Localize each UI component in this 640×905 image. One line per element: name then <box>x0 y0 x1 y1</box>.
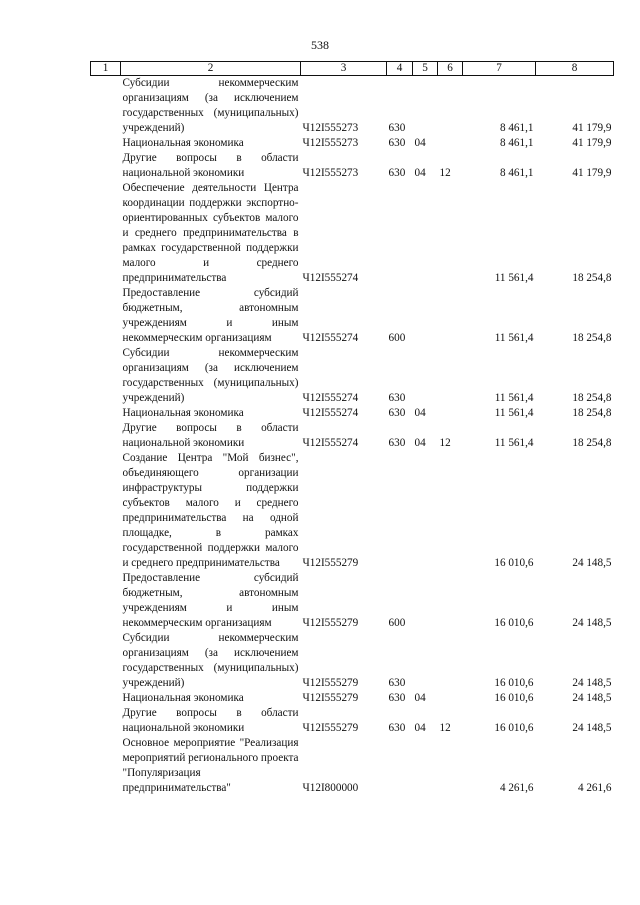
expense-type-code: 630 <box>388 407 406 419</box>
column-header: 1 <box>91 62 121 76</box>
amount-col7: 16 010,6 <box>494 692 534 704</box>
subsection-code <box>438 631 463 691</box>
table-row <box>91 571 614 631</box>
amount-col8: 41 179,9 <box>572 122 612 134</box>
row-description: Другие вопросы в области национальной экономики <box>122 152 299 179</box>
table-row <box>91 736 614 796</box>
target-article-code: Ч12I555273 <box>302 122 359 134</box>
blank-cell <box>91 736 121 796</box>
expense-type-code: 630 <box>388 677 406 689</box>
amount-col8: 24 148,5 <box>572 617 612 629</box>
section-code <box>413 286 438 346</box>
row-description: Обеспечение деятельности Центра координации поддержки экспортно-ориентированных субъектов малого и среднего предпринимательства в рамках государственной поддержки малого и среднего предпринимательства <box>122 182 299 284</box>
subsection-code <box>438 76 463 137</box>
expense-type-code: 600 <box>388 617 406 629</box>
column-header: 3 <box>301 62 387 76</box>
amount-col8: 24 148,5 <box>572 557 612 569</box>
blank-cell <box>91 451 121 571</box>
amount-col7: 16 010,6 <box>494 677 534 689</box>
subsection-code: 12 <box>439 167 451 179</box>
row-description: Другие вопросы в области национальной экономики <box>122 707 299 734</box>
row-description: Национальная экономика <box>122 137 244 149</box>
table-row <box>91 631 614 691</box>
amount-col7: 4 261,6 <box>499 782 534 794</box>
subsection-code <box>438 451 463 571</box>
row-description: Субсидии некоммерческим организациям (за исключением государственных (муниципальных) учреждений) <box>122 632 299 689</box>
blank-cell <box>91 181 121 286</box>
table-row <box>91 136 614 151</box>
blank-cell <box>91 151 121 181</box>
target-article-code: Ч12I555274 <box>302 332 359 344</box>
column-header: 6 <box>438 62 463 76</box>
subsection-code <box>438 346 463 406</box>
amount-col7: 8 461,1 <box>499 122 534 134</box>
expense-type-code: 630 <box>388 437 406 449</box>
amount-col8: 4 261,6 <box>577 782 612 794</box>
target-article-code: Ч12I555273 <box>302 137 359 149</box>
amount-col8: 18 254,8 <box>572 272 612 284</box>
row-description: Создание Центра "Мой бизнес", объединяющего организации инфраструктуры поддержки субъектов малого и среднего предпринимательства на одной площадке, в рамках государственной поддержки малого и среднего предпринимательства <box>122 452 299 569</box>
section-code: 04 <box>414 137 426 149</box>
amount-col8: 41 179,9 <box>572 137 612 149</box>
table-row <box>91 181 614 286</box>
expense-type-code: 630 <box>388 167 406 179</box>
subsection-code <box>438 286 463 346</box>
expense-type-code: 630 <box>388 122 406 134</box>
target-article-code: Ч12I555273 <box>302 167 359 179</box>
amount-col7: 16 010,6 <box>494 722 534 734</box>
table-row <box>91 346 614 406</box>
table-row <box>91 286 614 346</box>
blank-cell <box>91 421 121 451</box>
target-article-code: Ч12I800000 <box>302 782 359 794</box>
target-article-code: Ч12I555279 <box>302 677 359 689</box>
amount-col8: 18 254,8 <box>572 407 612 419</box>
target-article-code: Ч12I555274 <box>302 437 359 449</box>
row-description: Другие вопросы в области национальной экономики <box>122 422 299 449</box>
table-row <box>91 151 614 181</box>
subsection-code <box>438 136 463 151</box>
table-row <box>91 421 614 451</box>
subsection-code <box>438 181 463 286</box>
section-code <box>413 76 438 137</box>
section-code: 04 <box>414 167 426 179</box>
table-header-row <box>91 62 614 76</box>
blank-cell <box>91 706 121 736</box>
amount-col8: 18 254,8 <box>572 332 612 344</box>
section-code <box>413 346 438 406</box>
section-code <box>413 181 438 286</box>
expense-type-code <box>387 181 413 286</box>
amount-col7: 11 561,4 <box>494 407 534 419</box>
section-code <box>413 736 438 796</box>
blank-cell <box>91 136 121 151</box>
amount-col8: 24 148,5 <box>572 677 612 689</box>
amount-col7: 8 461,1 <box>499 137 534 149</box>
expense-type-code: 630 <box>388 722 406 734</box>
table-row <box>91 76 614 137</box>
subsection-code <box>438 406 463 421</box>
amount-col7: 11 561,4 <box>494 332 534 344</box>
target-article-code: Ч12I555279 <box>302 617 359 629</box>
row-description: Национальная экономика <box>122 692 244 704</box>
section-code <box>413 451 438 571</box>
expense-type-code: 630 <box>388 692 406 704</box>
row-description: Основное мероприятие "Реализация мероприятий регионального проекта "Популяризация предпринимательства" <box>122 737 299 794</box>
subsection-code <box>438 736 463 796</box>
amount-col8: 24 148,5 <box>572 722 612 734</box>
budget-table <box>90 61 614 796</box>
table-row <box>91 706 614 736</box>
table-row <box>91 691 614 706</box>
column-header: 2 <box>121 62 301 76</box>
amount-col7: 11 561,4 <box>494 272 534 284</box>
target-article-code: Ч12I555279 <box>302 692 359 704</box>
expense-type-code: 630 <box>388 392 406 404</box>
blank-cell <box>91 286 121 346</box>
blank-cell <box>91 631 121 691</box>
table-row <box>91 451 614 571</box>
blank-cell <box>91 346 121 406</box>
target-article-code: Ч12I555274 <box>302 407 359 419</box>
expense-type-code <box>387 451 413 571</box>
expense-type-code: 630 <box>388 137 406 149</box>
subsection-code: 12 <box>439 722 451 734</box>
section-code: 04 <box>414 722 426 734</box>
amount-col8: 24 148,5 <box>572 692 612 704</box>
amount-col8: 41 179,9 <box>572 167 612 179</box>
column-header: 8 <box>536 62 614 76</box>
subsection-code <box>438 691 463 706</box>
column-header: 5 <box>413 62 438 76</box>
amount-col8: 18 254,8 <box>572 392 612 404</box>
section-code <box>413 631 438 691</box>
section-code: 04 <box>414 407 426 419</box>
target-article-code: Ч12I555274 <box>302 392 359 404</box>
subsection-code <box>438 571 463 631</box>
amount-col7: 16 010,6 <box>494 557 534 569</box>
row-description: Предоставление субсидий бюджетным, автономным учреждениям и иным некоммерческим организациям <box>122 287 299 344</box>
amount-col7: 8 461,1 <box>499 167 534 179</box>
amount-col7: 16 010,6 <box>494 617 534 629</box>
column-header: 4 <box>387 62 413 76</box>
target-article-code: Ч12I555279 <box>302 557 359 569</box>
section-code: 04 <box>414 437 426 449</box>
row-description: Субсидии некоммерческим организациям (за исключением государственных (муниципальных) учреждений) <box>122 347 299 404</box>
target-article-code: Ч12I555279 <box>302 722 359 734</box>
row-description: Предоставление субсидий бюджетным, автономным учреждениям и иным некоммерческим организациям <box>122 572 299 629</box>
amount-col7: 11 561,4 <box>494 437 534 449</box>
row-description: Субсидии некоммерческим организациям (за исключением государственных (муниципальных) учреждений) <box>122 77 299 134</box>
blank-cell <box>91 571 121 631</box>
expense-type-code <box>387 736 413 796</box>
column-header: 7 <box>463 62 536 76</box>
expense-type-code: 600 <box>388 332 406 344</box>
section-code <box>413 571 438 631</box>
amount-col8: 18 254,8 <box>572 437 612 449</box>
blank-cell <box>91 76 121 137</box>
blank-cell <box>91 406 121 421</box>
subsection-code: 12 <box>439 437 451 449</box>
page-number: 538 <box>311 38 329 52</box>
amount-col7: 11 561,4 <box>494 392 534 404</box>
table-row <box>91 406 614 421</box>
row-description: Национальная экономика <box>122 407 244 419</box>
section-code: 04 <box>414 692 426 704</box>
blank-cell <box>91 691 121 706</box>
target-article-code: Ч12I555274 <box>302 272 359 284</box>
